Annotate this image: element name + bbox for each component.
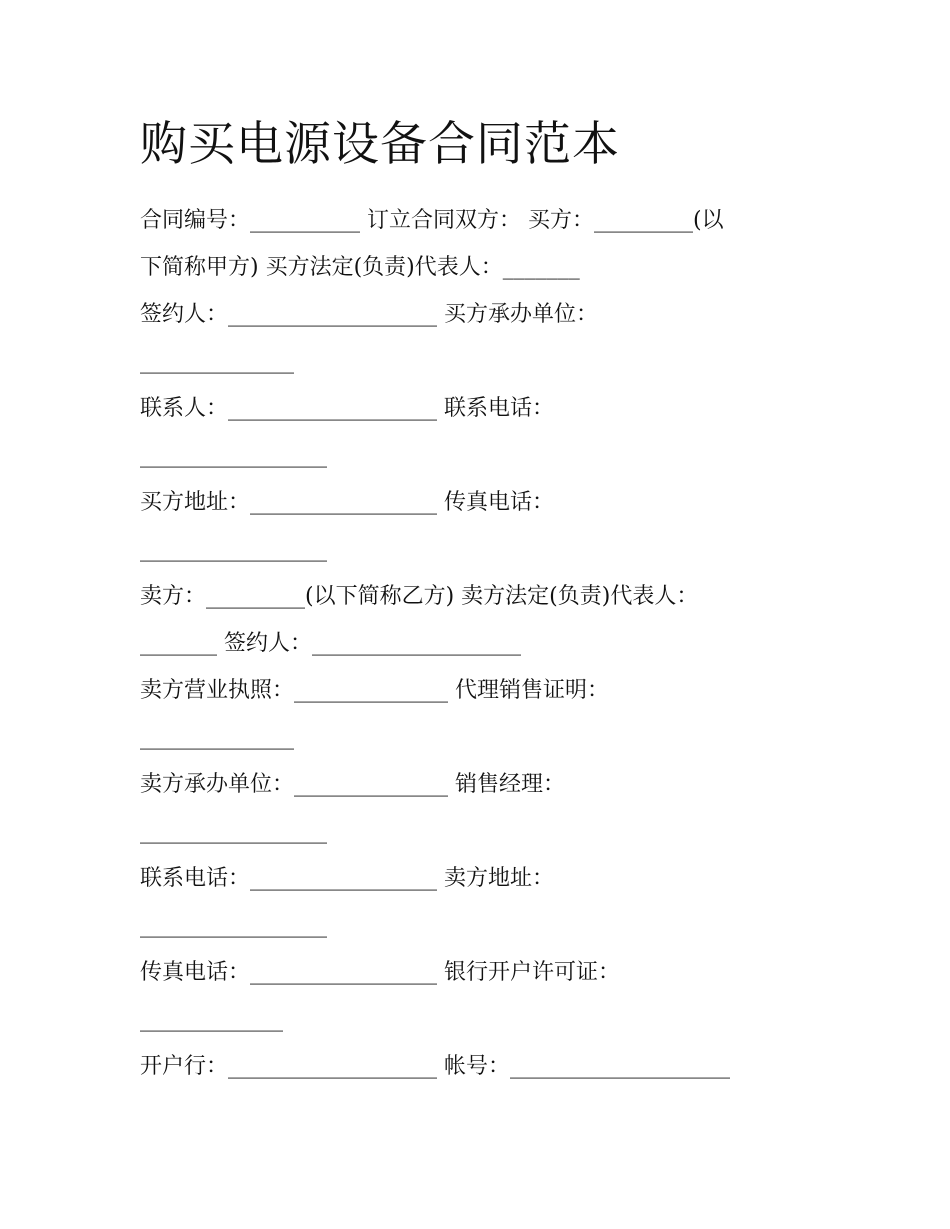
- contract-line-seller-license: 卖方营业执照：______________ 代理销售证明：: [140, 678, 609, 703]
- contract-line-buyer-fax-blank: _________________: [140, 537, 327, 562]
- contract-line-agency-proof-blank: ______________: [140, 725, 294, 750]
- contract-line-buyer-signatory: 签约人：___________________ 买方承办单位：: [140, 302, 598, 327]
- contract-line-sales-manager-blank: _________________: [140, 819, 327, 844]
- document-title: 购买电源设备合同范本: [140, 117, 620, 172]
- contract-line-contract-number: 合同编号：__________ 订立合同双方： 买方：_________(以: [140, 208, 724, 233]
- contract-line-buyer-representative: 下简称甲方) 买方法定(负责)代表人：_______: [140, 255, 580, 280]
- contract-line-seller-phone: 联系电话：_________________ 卖方地址：: [140, 866, 554, 891]
- contract-line-seller-signatory: _______ 签约人：___________________: [140, 631, 521, 656]
- contract-body: [140, 197, 820, 1090]
- contract-line-seller-unit: 卖方承办单位：______________ 销售经理：: [140, 772, 565, 797]
- contract-line-seller-fax: 传真电话：_________________ 银行开户许可证：: [140, 960, 620, 985]
- contract-line-buyer-address: 买方地址：_________________ 传真电话：: [140, 490, 554, 515]
- contract-line-buyer-unit-blank: ______________: [140, 349, 294, 374]
- contract-line-seller-address-blank: _________________: [140, 913, 327, 938]
- contract-line-bank-account: 开户行：___________________ 帐号：____________________: [140, 1054, 730, 1079]
- contract-line-buyer-phone-blank: _________________: [140, 443, 327, 468]
- contract-line-seller: 卖方：_________(以下简称乙方) 卖方法定(负责)代表人：: [140, 584, 699, 609]
- contract-line-buyer-contact: 联系人：___________________ 联系电话：: [140, 396, 554, 421]
- contract-page: [140, 112, 820, 1090]
- contract-line-bank-permit-blank: _____________: [140, 1007, 283, 1032]
